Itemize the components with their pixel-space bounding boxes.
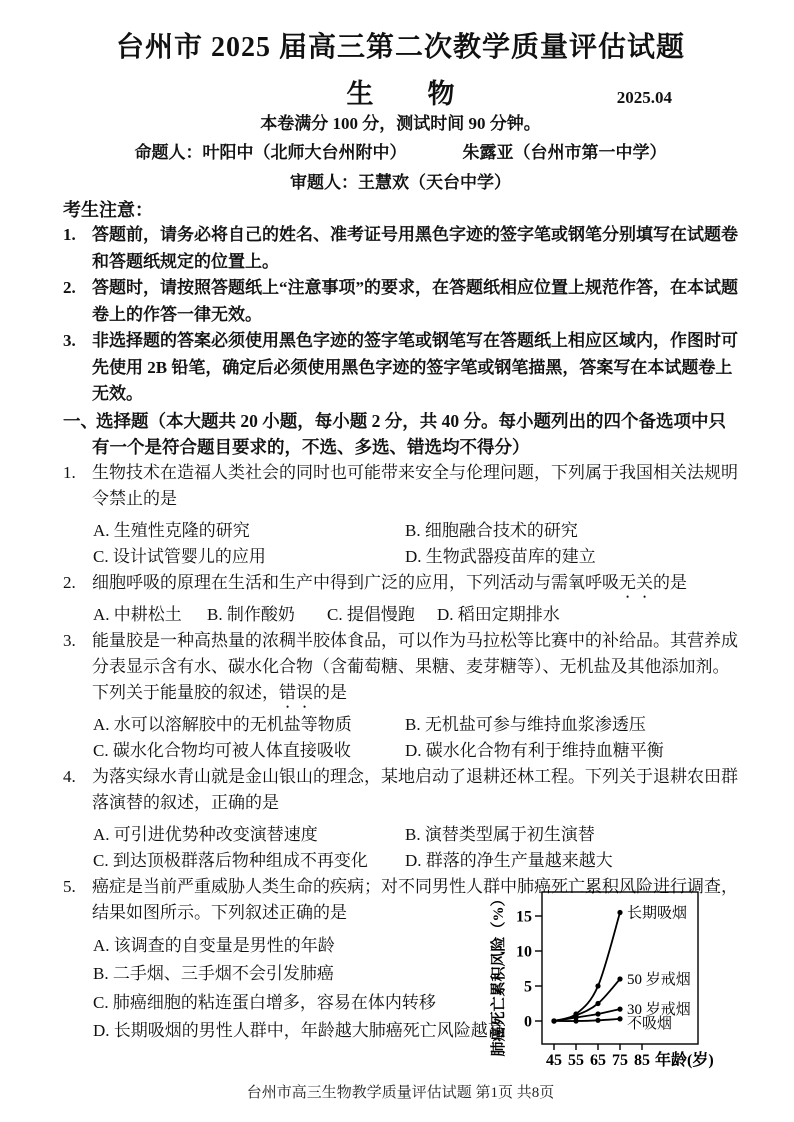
setter-1: 命题人：叶阳中（北师大台州附中） (134, 143, 407, 162)
setter-2: 朱露亚（台州市第一中学） (462, 143, 667, 162)
question-number: 1. (63, 462, 76, 482)
option-row (63, 518, 738, 544)
notice-item-number: 2. (63, 278, 76, 297)
exam-info: 本卷满分 100 分，测试时间 90 分钟。 (260, 114, 541, 133)
svg-text:30 岁戒烟: 30 岁戒烟 (627, 1001, 691, 1018)
stem-text: 的是 (313, 682, 347, 702)
exam-title: 台州市 2025 届高三第二次教学质量评估试题 (115, 32, 685, 63)
question-stem (63, 570, 738, 602)
stem-text: 能量胶是一种高热量的浓稠半胶体食品，可以作为马拉松等比赛中的补给品。其营养成分表显示含有水、碳水化合物（含葡萄糖、果糖、麦芽糖等）、无机盐及其他添加剂。下列关于能量胶的叙述， (92, 630, 738, 702)
svg-text:55: 55 (568, 1051, 584, 1069)
svg-text:不吸烟: 不吸烟 (627, 1015, 673, 1032)
svg-text:50 岁戒烟: 50 岁戒烟 (627, 971, 691, 988)
stem-emphasis: 无关 (619, 572, 653, 592)
question-2 (63, 570, 738, 628)
notice-item-1 (63, 222, 738, 275)
svg-text:45: 45 (546, 1051, 562, 1069)
notice-item-number: 1. (63, 225, 76, 244)
question-4 (63, 764, 738, 874)
section-heading (63, 408, 738, 460)
notice-item-text: 答题前，请务必将自己的姓名、准考证号用黑色字迹的签字笔或钢笔分别填写在试题卷和答题纸规定的位置上。 (92, 225, 738, 271)
notice-heading: 考生注意： (63, 200, 153, 220)
section-number: 一、 (63, 410, 98, 431)
option-a: A. 中耕松土 (93, 604, 182, 624)
stem-text: 的是 (653, 572, 687, 592)
question-number: 2. (63, 572, 76, 592)
reviewer-line: 审题人：王慧欢（天台中学） (290, 173, 511, 192)
option-a: A. 该调查的自变量是男性的年龄 (93, 935, 335, 955)
svg-text:10: 10 (516, 943, 532, 960)
option-b: B. 演替类型属于初生演替 (405, 824, 595, 844)
option-a: A. 可引进优势种改变演替速度 (93, 824, 318, 844)
option-d: D. 群落的净生产量越来越大 (405, 850, 613, 870)
question-3 (63, 628, 738, 764)
stem-text: 细胞呼吸的原理在生活和生产中得到广泛的应用，下列活动与需氧呼吸 (92, 572, 619, 592)
option-row (63, 738, 738, 764)
stem-text: 生物技术在造福人类社会的同时也可能带来安全与伦理问题，下列属于我国相关法规明令禁止的是 (92, 462, 738, 508)
question-number: 5. (63, 876, 76, 896)
option-d: D. 长期吸烟的男性人群中，年龄越大肺癌死亡风险越高 (93, 1021, 505, 1040)
svg-text:5: 5 (524, 978, 532, 995)
option-c: C. 提倡慢跑 (327, 604, 415, 624)
lung-cancer-risk-chart (490, 886, 752, 1078)
svg-text:肺癌死亡累积风险（%）: 肺癌死亡累积风险（%） (491, 890, 507, 1057)
option-a: A. 水可以溶解胶中的无机盐等物质 (93, 714, 352, 734)
question-number: 3. (63, 630, 76, 650)
option-b: B. 二手烟、三手烟不会引发肺癌 (93, 964, 334, 983)
option-row (63, 848, 738, 874)
option-row (63, 712, 738, 738)
option-row (63, 822, 738, 848)
option-c: C. 设计试管婴儿的应用 (93, 546, 266, 566)
section-heading-text: 选择题（本大题共 20 小题，每小题 2 分，共 40 分。每小题列出的四个备选项中只有一个是符合题目要求的，不选、多选、错选均不得分） (92, 410, 726, 457)
option-c: C. 肺癌细胞的粘连蛋白增多，容易在体内转移 (93, 992, 436, 1012)
option-row (63, 544, 738, 570)
svg-text:0: 0 (524, 1013, 532, 1030)
option-b: B. 无机盐可参与维持血浆渗透压 (405, 714, 646, 734)
question-number: 4. (63, 766, 76, 786)
option-row (63, 602, 738, 628)
question-stem (63, 628, 738, 712)
option-c: C. 到达顶极群落后物种组成不再变化 (93, 850, 368, 870)
notice-item-number: 3. (63, 331, 76, 350)
option-d: D. 生物武器疫苗库的建立 (405, 546, 596, 566)
page-footer: 台州市高三生物教学质量评估试题 第1页 共8页 (246, 1084, 555, 1101)
question-5 (63, 874, 738, 1080)
notice-item-text: 答题时，请按照答题纸上“注意事项”的要求，在答题纸相应位置上规范作答，在本试题卷上的作答一律无效。 (92, 278, 738, 324)
svg-text:75: 75 (612, 1051, 628, 1069)
question-stem (63, 764, 738, 822)
setters-line (63, 142, 738, 164)
option-a: A. 生殖性克隆的研究 (93, 520, 250, 540)
exam-date: 2025.04 (616, 88, 672, 107)
option-c: C. 碳水化合物均可被人体直接吸收 (93, 740, 351, 760)
option-b: B. 制作酸奶 (207, 604, 295, 624)
svg-text:65: 65 (590, 1051, 606, 1069)
notice-item-2 (63, 275, 738, 328)
stem-emphasis: 错误 (279, 682, 313, 702)
svg-text:长期吸烟: 长期吸烟 (627, 905, 688, 921)
risk-chart-svg (490, 886, 752, 1078)
stem-text: 癌症是当前严重威胁人类生命的疾病；对不同男性人群中肺癌死亡累积风险进行调查，结果如图所示。下列叙述正确的是 (92, 876, 738, 922)
subject-title: 生 物 (346, 79, 455, 109)
svg-text:年龄(岁): 年龄(岁) (655, 1051, 714, 1069)
question-stem (63, 460, 738, 518)
option-d: D. 碳水化合物有利于维持血糖平衡 (405, 740, 664, 760)
stem-text: 为落实绿水青山就是金山银山的理念，某地启动了退耕还林工程。下列关于退耕农田群落演替的叙述，正确的是 (92, 766, 738, 812)
subject-row (63, 74, 738, 114)
notice-item-3 (63, 328, 738, 408)
notice-item-text: 非选择题的答案必须使用黑色字迹的签字笔或钢笔写在答题纸上相应区域内，作图时可先使用 2B 铅笔，确定后必须使用黑色字迹的签字笔或钢笔描黑，答案写在本试题卷上无效。 (92, 331, 738, 403)
svg-text:15: 15 (516, 908, 532, 925)
question-1 (63, 460, 738, 570)
svg-text:85: 85 (634, 1051, 650, 1069)
option-d: D. 稻田定期排水 (437, 604, 560, 624)
option-b: B. 细胞融合技术的研究 (405, 520, 578, 540)
